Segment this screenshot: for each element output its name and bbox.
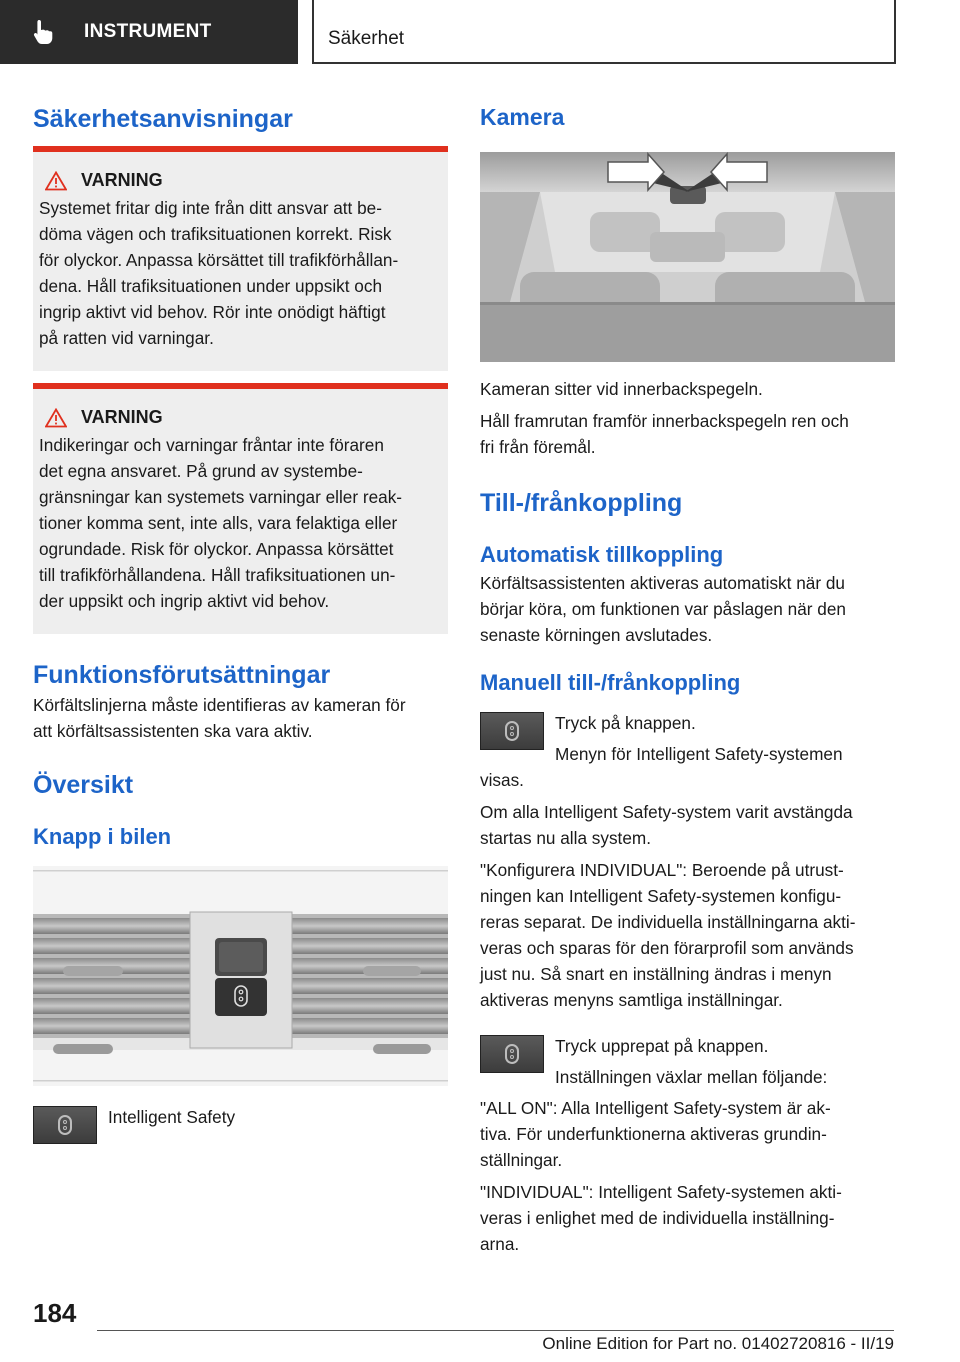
- section-tab[interactable]: [0, 0, 298, 64]
- configure-individual-text: "Konfigurera INDIVIDUAL": Beroende på utrust- ningen kan Intelligent Safety-systemen konfigu- reras separat. De individuella inställningarna akti- veras och sparas för den förarprofil som används just nu. Så snart en inställning ändras i menyn aktiveras menyns samtliga inställningar.: [480, 860, 856, 1010]
- camera-heading: Kamera: [480, 104, 565, 130]
- intelligent-safety-button-icon: [480, 1035, 544, 1073]
- intelligent-safety-button-icon: [480, 712, 544, 750]
- warning-triangle-icon: [45, 171, 67, 191]
- hand-pointer-icon: [28, 17, 72, 47]
- edition-text: Online Edition for Part no. 01402720816 - II/19: [542, 1334, 894, 1353]
- intelligent-safety-button-icon: [33, 1106, 97, 1144]
- press-button-text: Tryck på knappen.: [555, 713, 696, 733]
- auto-on-heading: Automatisk tillkoppling: [480, 542, 724, 567]
- camera-clean-text: Håll framrutan framför innerbackspegeln ren och fri från föremål.: [480, 411, 849, 457]
- warning-label: VARNING: [81, 170, 163, 190]
- press-button-row: [480, 710, 895, 767]
- menu-shown-text-a: Menyn för Intelligent Safety-systemen: [555, 744, 843, 764]
- page-number: 184: [33, 1298, 77, 1328]
- toggles-between-text: Inställningen växlar mellan följande:: [555, 1067, 828, 1087]
- menu-shown-text-b: visas.: [480, 770, 524, 790]
- warning-box-1: [33, 146, 448, 371]
- section-tab-label: INSTRUMENT: [84, 21, 212, 42]
- chapter-header: [312, 0, 896, 64]
- camera-location-text: Kameran sitter vid innerbackspegeln.: [480, 379, 763, 399]
- individual-text: "INDIVIDUAL": Intelligent Safety-systemen akti- veras i enlighet med de individuella inställning- arna.: [480, 1182, 842, 1254]
- intelligent-safety-label: Intelligent Safety: [108, 1107, 236, 1127]
- press-repeat-text: Tryck upprepat på knappen.: [555, 1036, 769, 1056]
- warning-box-2: [33, 383, 448, 634]
- button-in-car-heading: Knapp i bilen: [33, 824, 172, 849]
- chapter-title: Säkerhet: [328, 28, 405, 49]
- footer-divider: [97, 1330, 894, 1331]
- manual-toggle-heading: Manuell till-/frånkoppling: [480, 670, 741, 695]
- prerequisites-heading: Funktionsförutsättningar: [33, 661, 331, 689]
- camera-position-image: [480, 152, 895, 362]
- all-off-text: Om alla Intelligent Safety-system varit avstängda startas nu alla system.: [480, 802, 853, 848]
- safety-instructions-heading: Säkerhetsanvisningar: [33, 105, 293, 133]
- overview-heading: Översikt: [33, 771, 134, 799]
- dashboard-button-image: [33, 866, 448, 1086]
- warning-text: Indikeringar och varningar fråntar inte föraren det egna ansvaret. På grund av systembe- gränsningar kan systemets varningar eller reak- tioner komma sent, inte alls, vara felaktiga eller ogrundade. Risk för olyckor. Anpassa körsättet till trafikförhållandena. Håll trafiksituationen un- der uppsikt och ingrip aktivt vid behov.: [39, 435, 403, 611]
- all-on-text: "ALL ON": Alla Intelligent Safety-system är ak- tiva. För underfunktionerna aktiveras grundin- ställningar.: [480, 1098, 831, 1170]
- warning-triangle-icon: [45, 408, 67, 428]
- right-column: [480, 102, 895, 1257]
- warning-text: Systemet fritar dig inte från ditt ansvar att be- döma vägen och trafiksituationen korrekt. Risk för olyckor. Anpassa körsättet till trafikförhållan- dena. Håll trafiksituationen under uppsikt och ingrip aktivt vid behov. Rör inte onödigt häftigt på ratten vid varningar.: [39, 198, 399, 348]
- prerequisites-text: Körfältslinjerna måste identifieras av kameran för att körfältsassistenten ska vara aktiv.: [33, 695, 406, 741]
- warning-label: VARNING: [81, 407, 163, 427]
- left-column: [33, 102, 448, 1144]
- intelligent-safety-legend: [33, 1104, 448, 1144]
- auto-on-text: Körfältsassistenten aktiveras automatiskt när du börjar köra, om funktionen var påslagen när den senaste körningen avslutades.: [480, 573, 846, 645]
- toggle-heading: Till-/frånkoppling: [480, 489, 683, 517]
- press-repeat-row: [480, 1033, 895, 1090]
